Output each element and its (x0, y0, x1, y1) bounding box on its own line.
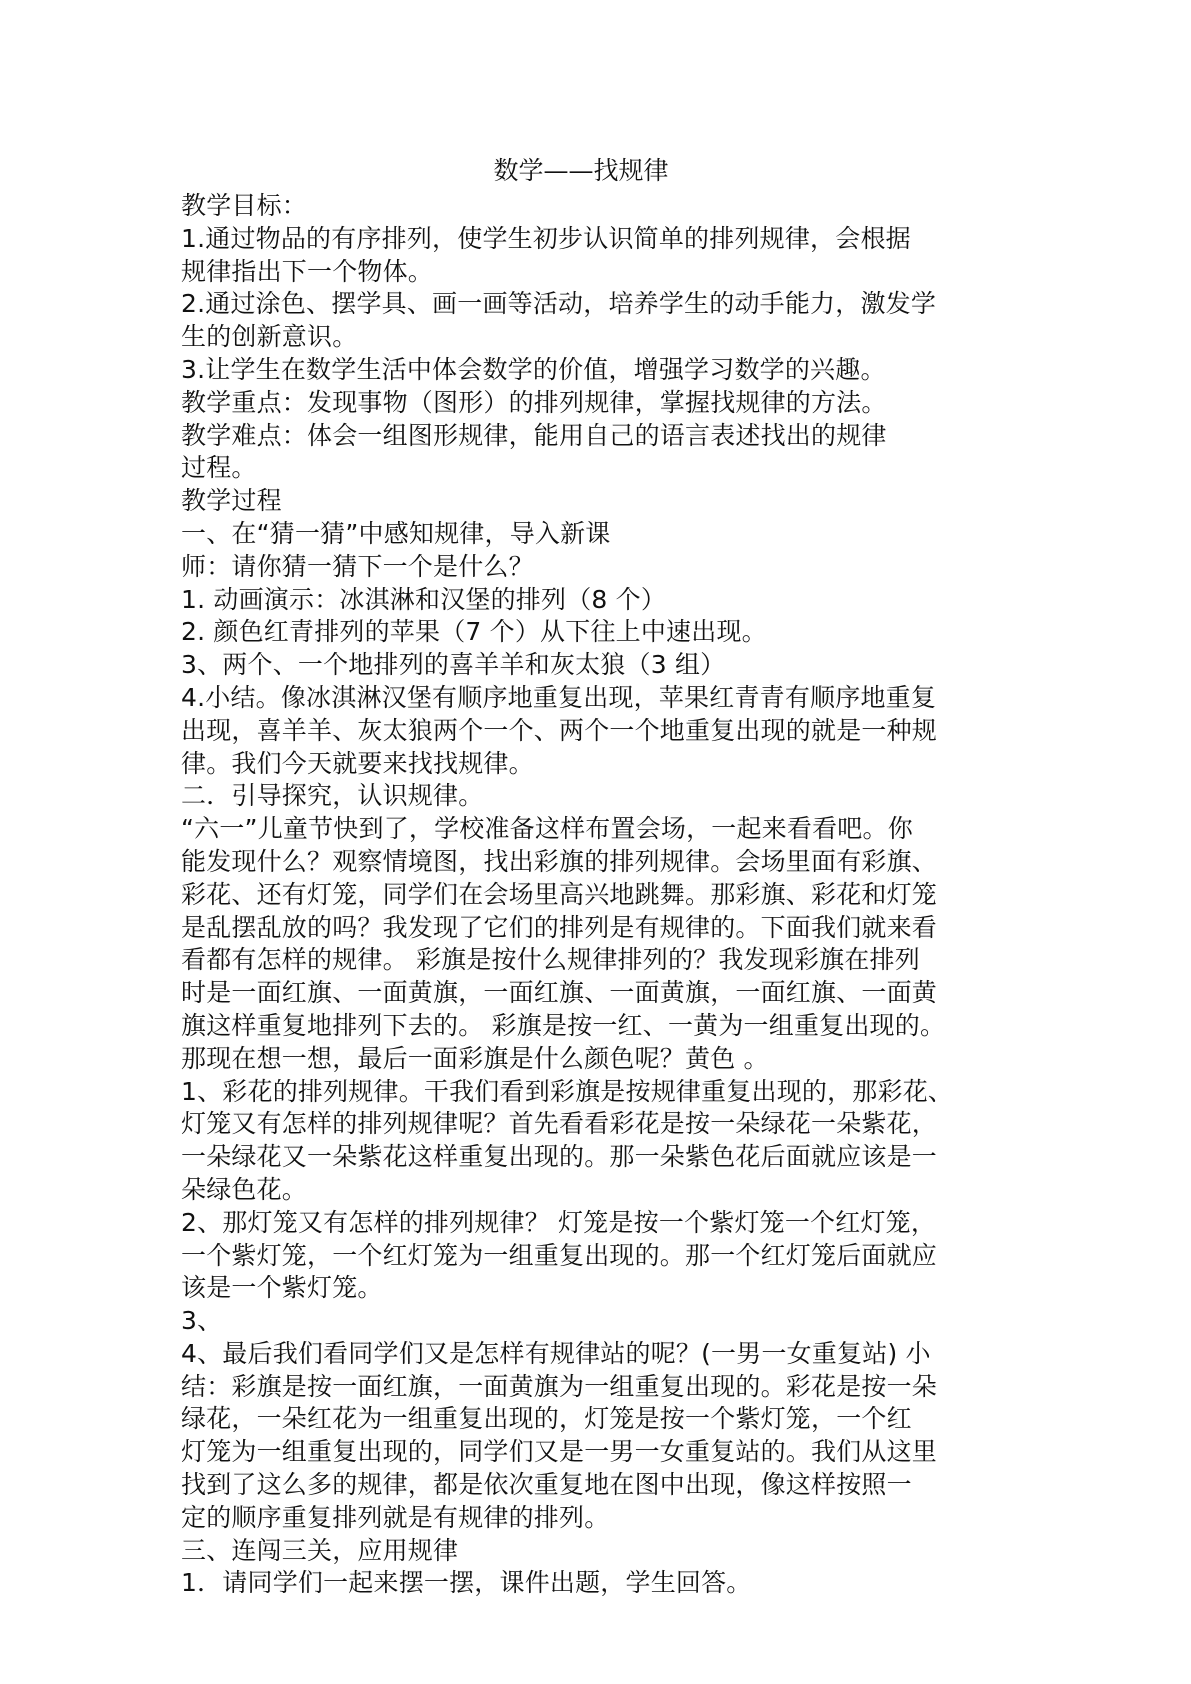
text-line: 师：请你猜一猜下一个是什么？ (181, 551, 534, 581)
text-line: 生的创新意识。 (181, 322, 358, 352)
text-line: 教学难点：体会一组图形规律，能用自己的语言表述找出的规律 (181, 420, 887, 450)
text-line: 4、最后我们看同学们又是怎样有规律站的呢？(一男一女重复站) 小 (181, 1338, 931, 1368)
text-line: 结：彩旗是按一面红旗，一面黄旗为一组重复出现的。彩花是按一朵 (181, 1371, 938, 1401)
text-line: 定的顺序重复排列就是有规律的排列。 (181, 1502, 610, 1532)
text-line: 2、那灯笼又有怎样的排列规律？ 灯笼是按一个紫灯笼一个红灯笼， (181, 1207, 937, 1237)
text-line: 一个紫灯笼，一个红灯笼为一组重复出现的。那一个红灯笼后面就应 (181, 1240, 938, 1270)
text-line: 律。我们今天就要来找找规律。 (181, 748, 534, 778)
document-body (181, 190, 1021, 1600)
text-line: 3、 (181, 1306, 223, 1336)
text-line: 3、两个、一个地排列的喜羊羊和灰太狼（3 组） (181, 650, 726, 680)
text-line: 那现在想一想，最后一面彩旗是什么颜色呢？黄色 。 (181, 1043, 769, 1073)
text-line: 该是一个紫灯笼。 (181, 1273, 383, 1303)
text-line: 旗这样重复地排列下去的。 彩旗是按一红、一黄为一组重复出现的。 (181, 1010, 946, 1040)
text-line: 教学过程 (181, 486, 282, 516)
text-line: 灯笼又有怎样的排列规律呢？首先看看彩花是按一朵绿花一朵紫花， (181, 1109, 938, 1139)
text-line: 教学重点：发现事物（图形）的排列规律，掌握找规律的方法。 (181, 387, 887, 417)
text-line: 绿花，一朵红花为一组重复出现的，灯笼是按一个紫灯笼，一个红 (181, 1404, 912, 1434)
text-line: 朵绿色花。 (181, 1174, 308, 1204)
text-line: 3.让学生在数学生活中体会数学的价值，增强学习数学的兴趣。 (181, 354, 886, 384)
text-line: 能发现什么？观察情境图，找出彩旗的排列规律。会场里面有彩旗、 (181, 846, 938, 876)
text-line: 看都有怎样的规律。 彩旗是按什么规律排列的？我发现彩旗在排列 (181, 945, 920, 975)
text-line: 二．引导探究，认识规律。 (181, 781, 484, 811)
text-line: 2. 颜色红青排列的苹果（7 个）从下往上中速出现。 (181, 617, 767, 647)
text-line: 1、彩花的排列规律。干我们看到彩旗是按规律重复出现的，那彩花、 (181, 1076, 954, 1106)
text-line: “六一”儿童节快到了，学校准备这样布置会场，一起来看看吧。你 (181, 814, 913, 844)
text-line: 是乱摆乱放的吗？我发现了它们的排列是有规律的。下面我们就来看 (181, 912, 938, 942)
text-line: 1.通过物品的有序排列，使学生初步认识简单的排列规律，会根据 (181, 223, 911, 253)
document-title: 数学——找规律 (493, 156, 669, 185)
text-line: 一朵绿花又一朵紫花这样重复出现的。那一朵紫色花后面就应该是一 (181, 1142, 938, 1172)
text-line: 出现，喜羊羊、灰太狼两个一个、两个一个地重复出现的就是一种规 (181, 715, 938, 745)
text-line: 1. 动画演示：冰淇淋和汉堡的排列（8 个） (181, 584, 667, 614)
text-line: 规律指出下一个物体。 (181, 256, 434, 286)
text-line: 时是一面红旗、一面黄旗，一面红旗、一面黄旗，一面红旗、一面黄 (181, 978, 938, 1008)
document-page (181, 152, 1021, 1600)
text-line: 彩花、还有灯笼，同学们在会场里高兴地跳舞。那彩旗、彩花和灯笼 (181, 879, 938, 909)
text-line: 灯笼为一组重复出现的，同学们又是一男一女重复站的。我们从这里 (181, 1437, 938, 1467)
text-line: 2.通过涂色、摆学具、画一画等活动，培养学生的动手能力，激发学 (181, 289, 937, 319)
text-line: 4.小结。像冰淇淋汉堡有顺序地重复出现，苹果红青青有顺序地重复 (181, 682, 937, 712)
text-line: 三、连闯三关，应用规律 (181, 1535, 459, 1565)
text-line: 过程。 (181, 453, 257, 483)
text-line: 1．请同学们一起来摆一摆，课件出题，学生回答。 (181, 1568, 752, 1598)
text-line: 教学目标： (181, 191, 308, 220)
text-line: 找到了这么多的规律，都是依次重复地在图中出现，像这样按照一 (181, 1470, 912, 1500)
text-line: 一、在“猜一猜”中感知规律，导入新课 (181, 518, 611, 548)
